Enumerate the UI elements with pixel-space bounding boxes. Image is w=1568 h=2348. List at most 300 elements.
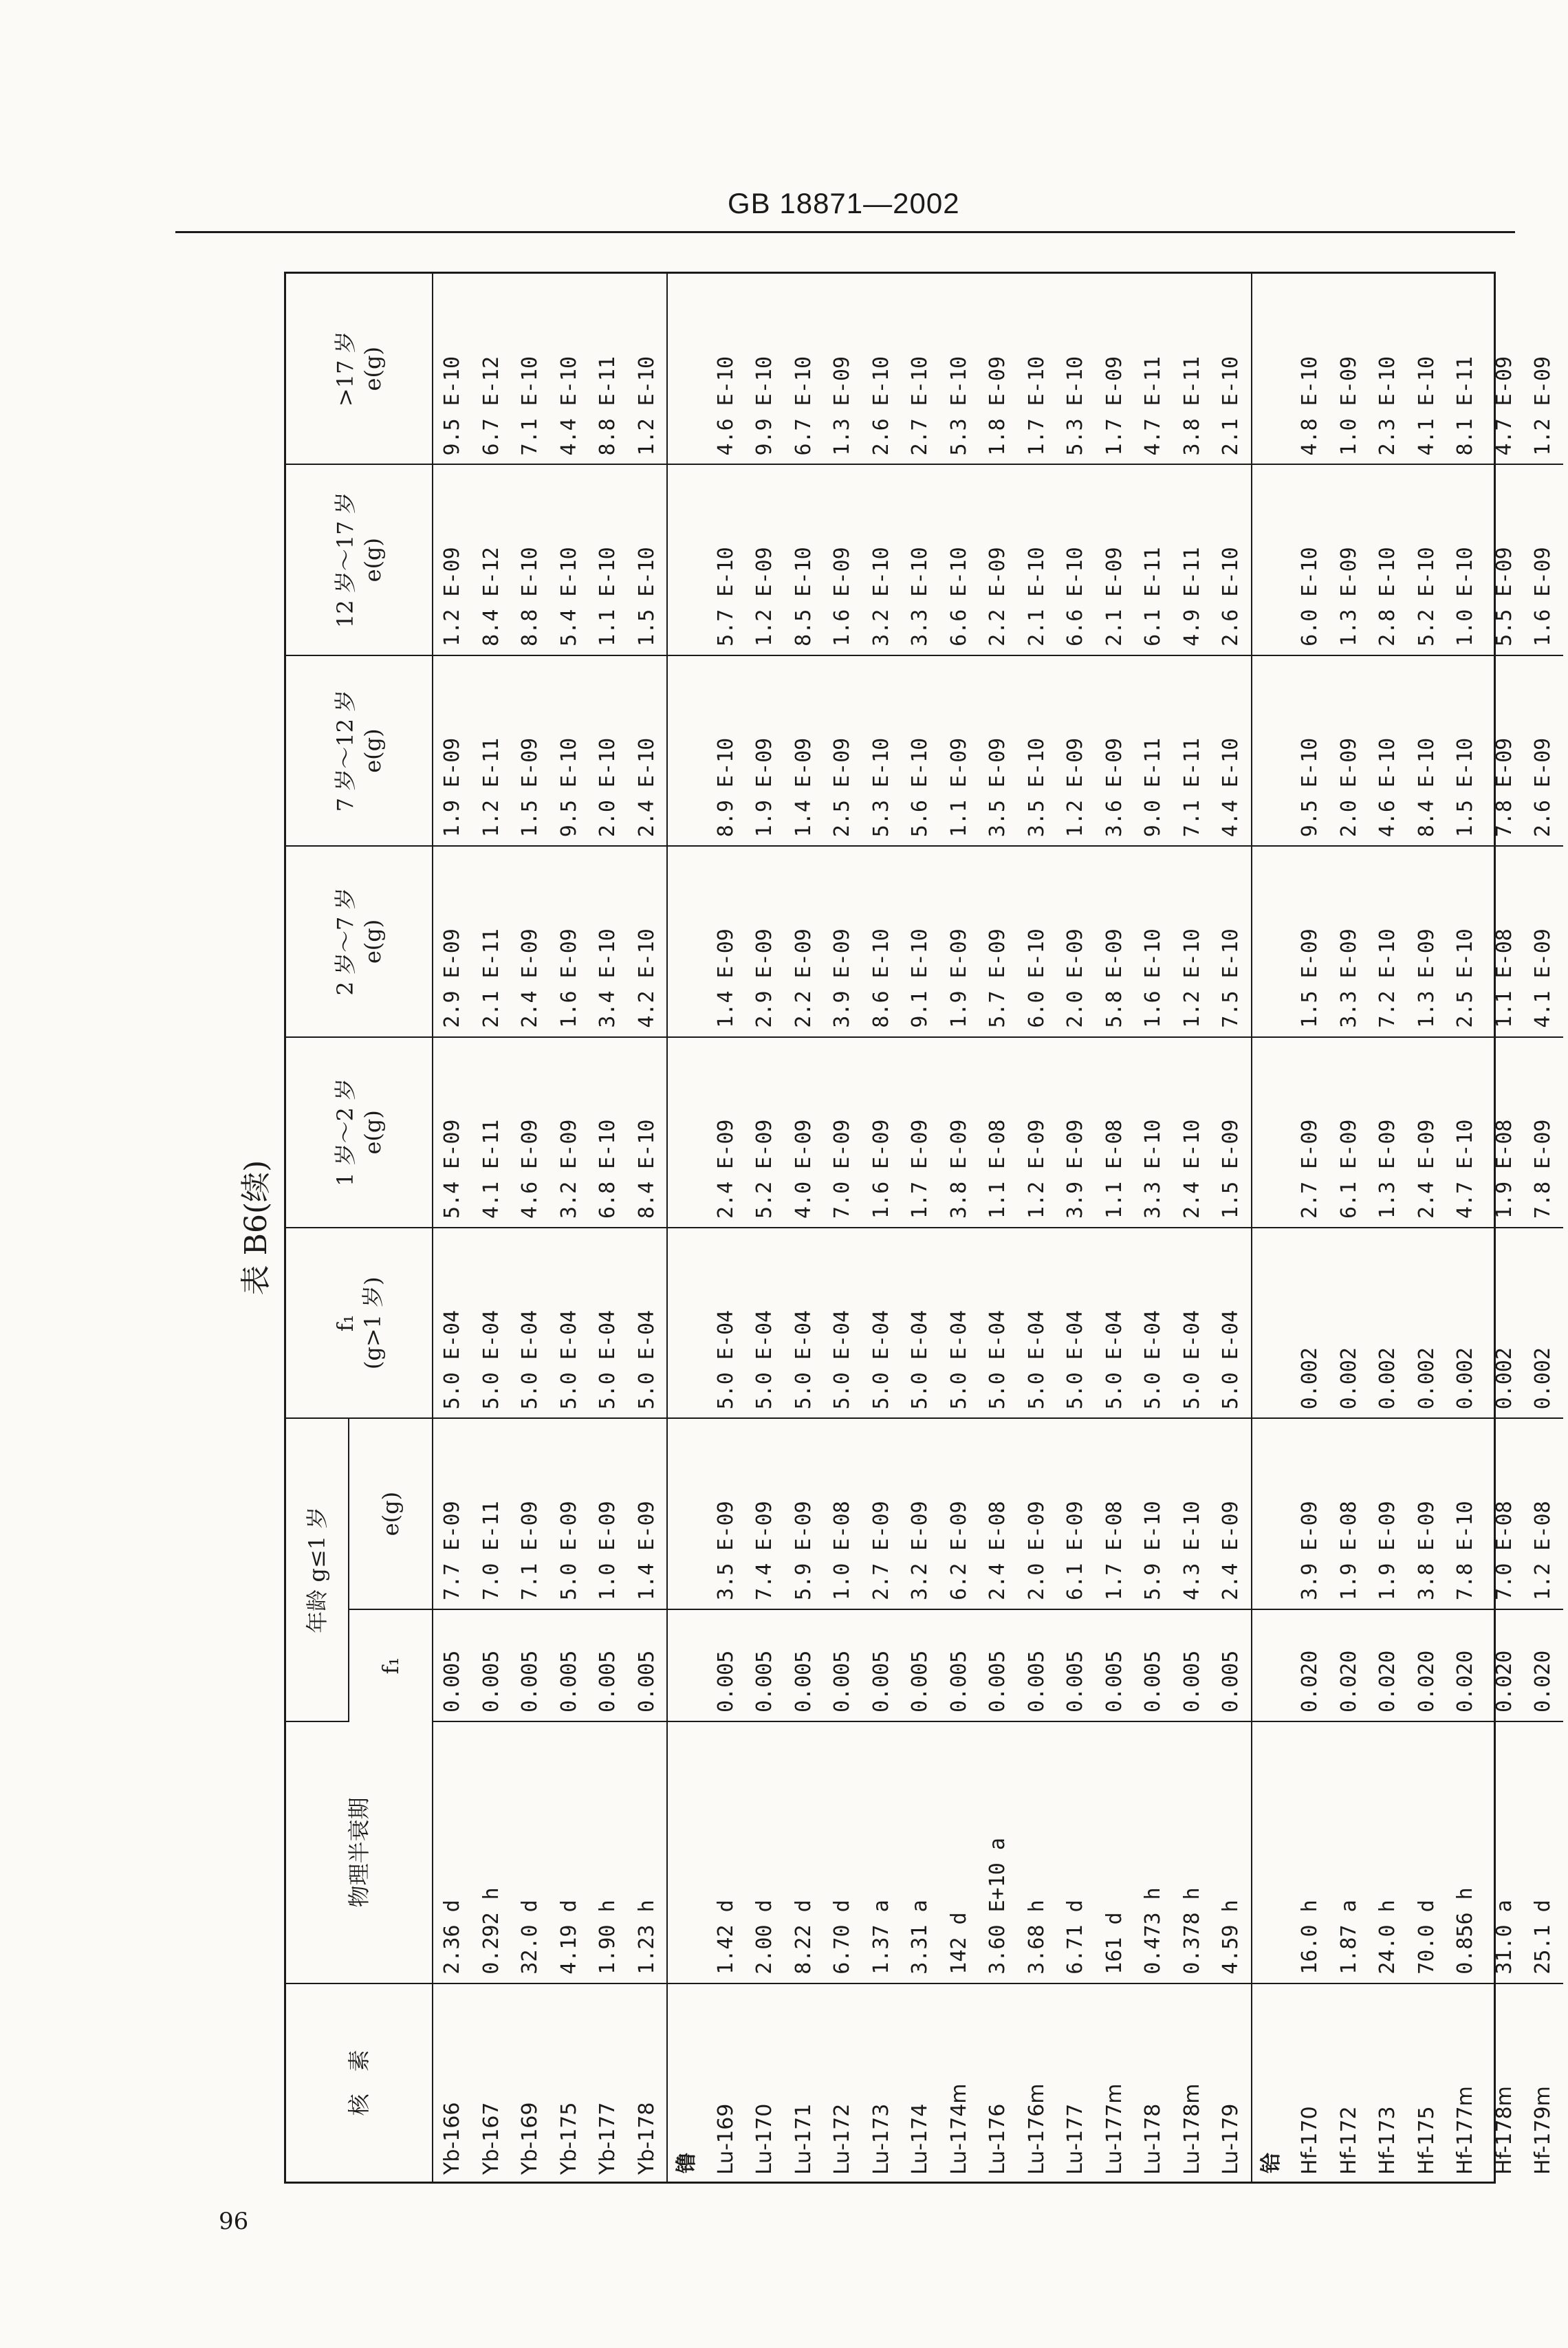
value-cell: 1.1 E-08 <box>1096 1037 1135 1228</box>
empty-cell <box>1252 1418 1292 1609</box>
value-cell: 4.1 E-10 <box>1408 274 1447 464</box>
header-age-1-2 <box>286 1037 433 1228</box>
table-row <box>1018 274 1057 2182</box>
value-cell: 2.4 E-09 <box>511 846 550 1036</box>
nuclide-cell: Lu-178m <box>1179 2083 1204 2175</box>
nuclide-cell: Lu-173 <box>869 2103 893 2175</box>
value-cell: 9.5 E-10 <box>1291 655 1330 846</box>
value-cell: 9.1 E-10 <box>901 846 940 1036</box>
value-cell: 4.9 E-11 <box>1173 464 1212 655</box>
value-cell: 5.0 E-04 <box>862 1228 902 1418</box>
value-cell: 5.0 E-04 <box>1096 1228 1135 1418</box>
value-cell: 0.005 <box>707 1609 746 1721</box>
value-cell: 7.1 E-09 <box>511 1418 550 1609</box>
value-cell: 5.0 E-04 <box>550 1228 589 1418</box>
value-cell: 5.0 E-04 <box>745 1228 785 1418</box>
value-cell: 8.8 E-11 <box>589 274 628 464</box>
value-cell: 1.1 E-09 <box>940 655 979 846</box>
value-cell: 8.5 E-10 <box>785 464 824 655</box>
value-cell: 2.0 E-09 <box>1330 655 1369 846</box>
nuclide-cell: Lu-177m <box>1102 2083 1126 2175</box>
value-cell: 1.9 E-09 <box>1369 1418 1408 1609</box>
value-cell: 2.0 E-09 <box>1018 1418 1057 1609</box>
half-life-cell: 70.0 d <box>1408 1721 1447 1983</box>
value-cell: 5.6 E-10 <box>901 655 940 846</box>
value-cell: 2.0 E-09 <box>1056 846 1096 1036</box>
empty-cell <box>667 1418 707 1609</box>
table-caption: 表 B6(续) <box>239 1160 274 1296</box>
value-cell: 5.0 E-04 <box>979 1228 1018 1418</box>
value-cell: 0.005 <box>979 1609 1018 1721</box>
value-cell: 5.4 E-09 <box>433 1037 472 1228</box>
table-row <box>1330 274 1369 2182</box>
nuclide-cell: Hf-172 <box>1336 2106 1361 2175</box>
value-cell: 4.6 E-09 <box>511 1037 550 1228</box>
nuclide-cell: Lu-171 <box>791 2103 816 2175</box>
value-cell: 0.002 <box>1369 1228 1408 1418</box>
value-cell: 1.9 E-09 <box>433 655 472 846</box>
value-cell: 1.4 E-09 <box>785 655 824 846</box>
value-cell: 1.5 E-10 <box>628 464 668 655</box>
nuclide-cell: Lu-179 <box>1219 2103 1243 2175</box>
value-cell: 6.0 E-10 <box>1018 846 1057 1036</box>
table-row <box>511 274 550 2182</box>
header-nuclide: 核 素 <box>286 1983 433 2182</box>
nuclide-cell: Hf-175 <box>1414 2106 1439 2175</box>
value-cell: 6.6 E-10 <box>1056 464 1096 655</box>
value-cell: 2.2 E-09 <box>785 846 824 1036</box>
value-cell: 2.1 E-10 <box>1212 274 1252 464</box>
half-life-cell: 6.70 d <box>823 1721 862 1983</box>
value-cell: 0.005 <box>1173 1609 1212 1721</box>
value-cell: 0.005 <box>589 1609 628 1721</box>
table-row <box>1173 274 1212 2182</box>
page-number: 96 <box>219 2208 249 2235</box>
value-cell: 2.5 E-09 <box>823 655 862 846</box>
value-cell: 0.020 <box>1330 1609 1369 1721</box>
value-cell: 5.3 E-10 <box>940 274 979 464</box>
header-age-2-7-label: 2 岁～7 岁 <box>332 887 358 996</box>
nuclide-cell: Hf-179m <box>1531 2086 1555 2175</box>
nuclide-cell: Lu-174 <box>908 2103 932 2175</box>
half-life-cell: 0.856 h <box>1446 1721 1485 1983</box>
value-cell: 9.9 E-10 <box>745 274 785 464</box>
value-cell: 2.6 E-10 <box>1212 464 1252 655</box>
value-cell: 1.8 E-09 <box>979 274 1018 464</box>
table-row <box>745 274 785 2182</box>
value-cell: 0.005 <box>511 1609 550 1721</box>
nuclide-cell: Lu-174m <box>946 2083 971 2175</box>
value-cell: 1.3 E-09 <box>1408 846 1447 1036</box>
value-cell: 7.0 E-11 <box>472 1418 512 1609</box>
table-row <box>1369 274 1408 2182</box>
value-cell: 0.005 <box>1056 1609 1096 1721</box>
value-cell: 5.0 E-09 <box>550 1418 589 1609</box>
empty-cell <box>667 464 707 655</box>
nuclide-cell: Lu-176 <box>986 2103 1010 2175</box>
empty-cell <box>667 1609 707 1721</box>
header-age-2-7-sub: e(g) <box>360 919 386 964</box>
value-cell: 3.3 E-10 <box>1134 1037 1173 1228</box>
table-row <box>433 274 472 2182</box>
half-life-cell: 32.0 d <box>511 1721 550 1983</box>
nuclide-cell: Yb-175 <box>556 2102 581 2175</box>
value-cell: 3.3 E-09 <box>1330 846 1369 1036</box>
value-cell: 1.2 E-10 <box>1173 846 1212 1036</box>
value-cell: 3.9 E-09 <box>1056 1037 1096 1228</box>
nuclide-cell: Yb-167 <box>479 2102 503 2175</box>
nuclide-cell: Lu-178 <box>1141 2103 1165 2175</box>
value-cell: 9.5 E-10 <box>433 274 472 464</box>
element-group-label: 镥 <box>667 1983 707 2182</box>
nuclide-cell: Lu-172 <box>830 2103 854 2175</box>
value-cell: 2.4 E-09 <box>707 1037 746 1228</box>
half-life-cell: 31.0 a <box>1485 1721 1525 1983</box>
table-row <box>550 274 589 2182</box>
value-cell: 1.2 E-08 <box>1524 1418 1563 1609</box>
value-cell: 1.0 E-08 <box>823 1418 862 1609</box>
value-cell: 0.002 <box>1291 1228 1330 1418</box>
value-cell: 0.005 <box>472 1609 512 1721</box>
value-cell: 0.005 <box>745 1609 785 1721</box>
value-cell: 4.8 E-10 <box>1291 274 1330 464</box>
value-cell: 1.0 E-09 <box>1330 274 1369 464</box>
half-life-cell: 2.36 d <box>433 1721 472 1983</box>
value-cell: 5.0 E-04 <box>940 1228 979 1418</box>
value-cell: 4.6 E-10 <box>1369 655 1408 846</box>
nuclide-cell: Lu-170 <box>752 2103 776 2175</box>
value-cell: 0.005 <box>785 1609 824 1721</box>
header-age-7-12 <box>286 655 433 846</box>
header-age-adult <box>286 274 433 464</box>
value-cell: 1.9 E-09 <box>745 655 785 846</box>
value-cell: 7.8 E-09 <box>1485 655 1525 846</box>
value-cell: 7.7 E-09 <box>433 1418 472 1609</box>
value-cell: 1.2 E-09 <box>1524 274 1563 464</box>
header-f1-older-label: f₁ <box>332 1314 358 1332</box>
value-cell: 1.6 E-09 <box>550 846 589 1036</box>
half-life-cell: 1.90 h <box>589 1721 628 1983</box>
value-cell: 1.5 E-09 <box>511 655 550 846</box>
value-cell: 6.6 E-10 <box>940 464 979 655</box>
value-cell: 2.9 E-09 <box>745 846 785 1036</box>
value-cell: 3.3 E-10 <box>901 464 940 655</box>
value-cell: 0.020 <box>1369 1609 1408 1721</box>
table-row <box>979 274 1018 2182</box>
value-cell: 8.9 E-10 <box>707 655 746 846</box>
table-row <box>628 274 668 2182</box>
value-cell: 5.2 E-09 <box>745 1037 785 1228</box>
value-cell: 1.2 E-09 <box>745 464 785 655</box>
value-cell: 1.4 E-09 <box>707 846 746 1036</box>
value-cell: 5.5 E-09 <box>1485 464 1525 655</box>
table-row <box>785 274 824 2182</box>
value-cell: 5.4 E-10 <box>550 464 589 655</box>
table-row <box>1134 274 1173 2182</box>
header-age-1-2-label: 1 岁～2 岁 <box>332 1078 358 1186</box>
value-cell: 1.2 E-09 <box>433 464 472 655</box>
value-cell: 1.9 E-08 <box>1485 1037 1525 1228</box>
value-cell: 0.002 <box>1524 1228 1563 1418</box>
value-cell: 5.0 E-04 <box>511 1228 550 1418</box>
value-cell: 8.8 E-10 <box>511 464 550 655</box>
half-life-cell: 8.22 d <box>785 1721 824 1983</box>
value-cell: 7.0 E-08 <box>1485 1418 1525 1609</box>
value-cell: 1.3 E-09 <box>1330 464 1369 655</box>
table-frame <box>284 272 1555 2184</box>
header-age-7-12-label: 7 岁～12 岁 <box>332 689 358 812</box>
value-cell: 2.5 E-10 <box>1446 846 1485 1036</box>
empty-cell <box>667 655 707 846</box>
value-cell: 0.005 <box>901 1609 940 1721</box>
value-cell: 8.6 E-10 <box>862 846 902 1036</box>
value-cell: 3.2 E-09 <box>550 1037 589 1228</box>
value-cell: 1.2 E-09 <box>1056 655 1096 846</box>
header-age-adult-sub: e(g) <box>360 347 386 391</box>
value-cell: 1.6 E-09 <box>1524 464 1563 655</box>
element-group-row <box>1252 274 1292 2182</box>
value-cell: 5.0 E-04 <box>785 1228 824 1418</box>
value-cell: 8.4 E-10 <box>628 1037 668 1228</box>
value-cell: 2.4 E-09 <box>1212 1418 1252 1609</box>
value-cell: 2.0 E-10 <box>589 655 628 846</box>
value-cell: 4.6 E-10 <box>707 274 746 464</box>
value-cell: 7.1 E-11 <box>1173 655 1212 846</box>
value-cell: 2.1 E-11 <box>472 846 512 1036</box>
value-cell: 4.4 E-10 <box>550 274 589 464</box>
empty-cell <box>667 1228 707 1418</box>
value-cell: 6.2 E-09 <box>940 1418 979 1609</box>
value-cell: 5.0 E-04 <box>707 1228 746 1418</box>
value-cell: 0.002 <box>1408 1228 1447 1418</box>
value-cell: 1.7 E-09 <box>901 1037 940 1228</box>
value-cell: 2.6 E-09 <box>1524 655 1563 846</box>
value-cell: 0.005 <box>1212 1609 1252 1721</box>
value-cell: 1.4 E-09 <box>628 1418 668 1609</box>
value-cell: 5.0 E-04 <box>1212 1228 1252 1418</box>
header-age-12-17 <box>286 464 433 655</box>
value-cell: 2.1 E-10 <box>1018 464 1057 655</box>
empty-cell <box>1252 1721 1292 1983</box>
value-cell: 0.020 <box>1485 1609 1525 1721</box>
value-cell: 5.3 E-10 <box>1056 274 1096 464</box>
value-cell: 8.1 E-11 <box>1446 274 1485 464</box>
half-life-cell: 24.0 h <box>1369 1721 1408 1983</box>
value-cell: 6.8 E-10 <box>589 1037 628 1228</box>
value-cell: 6.0 E-10 <box>1291 464 1330 655</box>
value-cell: 5.0 E-04 <box>1018 1228 1057 1418</box>
value-cell: 7.5 E-10 <box>1212 846 1252 1036</box>
value-cell: 0.005 <box>862 1609 902 1721</box>
value-cell: 3.8 E-11 <box>1173 274 1212 464</box>
value-cell: 5.0 E-04 <box>628 1228 668 1418</box>
rotated-table-region <box>229 272 1555 2184</box>
header-age-1-2-sub: e(g) <box>360 1110 386 1155</box>
header-f1-older <box>286 1228 433 1418</box>
value-cell: 7.8 E-09 <box>1524 1037 1563 1228</box>
table-row <box>1446 274 1485 2182</box>
value-cell: 5.0 E-04 <box>1134 1228 1173 1418</box>
half-life-cell: 142 d <box>940 1721 979 1983</box>
empty-cell <box>667 1721 707 1983</box>
value-cell: 5.0 E-04 <box>1056 1228 1096 1418</box>
value-cell: 8.4 E-10 <box>1408 655 1447 846</box>
half-life-cell: 1.23 h <box>628 1721 668 1983</box>
value-cell: 7.0 E-09 <box>823 1037 862 1228</box>
header-divider <box>175 231 1515 233</box>
half-life-cell: 3.68 h <box>1018 1721 1057 1983</box>
value-cell: 1.1 E-08 <box>1485 846 1525 1036</box>
nuclide-cell: Hf-177m <box>1453 2086 1477 2175</box>
header-age-adult-label: >17 岁 <box>332 331 358 407</box>
empty-cell <box>1252 274 1292 464</box>
value-cell: 0.005 <box>1096 1609 1135 1721</box>
half-life-cell: 2.00 d <box>745 1721 785 1983</box>
value-cell: 0.002 <box>1446 1228 1485 1418</box>
table-row <box>1524 274 1563 2182</box>
value-cell: 0.005 <box>940 1609 979 1721</box>
value-cell: 2.4 E-09 <box>1408 1037 1447 1228</box>
table-row <box>940 274 979 2182</box>
table-row <box>1212 274 1252 2182</box>
empty-cell <box>1252 846 1292 1036</box>
value-cell: 1.5 E-09 <box>1291 846 1330 1036</box>
table-row <box>707 274 746 2182</box>
value-cell: 0.020 <box>1408 1609 1447 1721</box>
value-cell: 5.0 E-04 <box>823 1228 862 1418</box>
value-cell: 0.005 <box>823 1609 862 1721</box>
value-cell: 2.4 E-10 <box>628 655 668 846</box>
nuclide-cell: Lu-177 <box>1063 2103 1087 2175</box>
value-cell: 0.020 <box>1524 1609 1563 1721</box>
value-cell: 3.6 E-09 <box>1096 655 1135 846</box>
value-cell: 3.5 E-10 <box>1018 655 1057 846</box>
value-cell: 6.7 E-10 <box>785 274 824 464</box>
value-cell: 7.4 E-09 <box>745 1418 785 1609</box>
value-cell: 4.7 E-11 <box>1134 274 1173 464</box>
value-cell: 0.005 <box>550 1609 589 1721</box>
table-row <box>1056 274 1096 2182</box>
value-cell: 5.8 E-09 <box>1096 846 1135 1036</box>
value-cell: 5.9 E-10 <box>1134 1418 1173 1609</box>
value-cell: 3.5 E-09 <box>979 655 1018 846</box>
value-cell: 5.3 E-10 <box>862 655 902 846</box>
value-cell: 3.4 E-10 <box>589 846 628 1036</box>
header-f1-infant: f₁ <box>349 1609 433 1721</box>
value-cell: 5.0 E-04 <box>433 1228 472 1418</box>
value-cell: 4.7 E-09 <box>1485 274 1525 464</box>
value-cell: 1.5 E-10 <box>1446 655 1485 846</box>
half-life-cell: 3.60 E+10 a <box>979 1721 1018 1983</box>
half-life-cell: 1.87 a <box>1330 1721 1369 1983</box>
value-cell: 1.3 E-09 <box>1369 1037 1408 1228</box>
value-cell: 5.0 E-04 <box>472 1228 512 1418</box>
header-age-2-7 <box>286 846 433 1036</box>
value-cell: 1.2 E-11 <box>472 655 512 846</box>
table-row <box>862 274 902 2182</box>
value-cell: 1.2 E-09 <box>1018 1037 1057 1228</box>
value-cell: 2.7 E-09 <box>1291 1037 1330 1228</box>
value-cell: 2.4 E-10 <box>1173 1037 1212 1228</box>
half-life-cell: 1.42 d <box>707 1721 746 1983</box>
header-age-infant: 年龄 g≤1 岁 <box>286 1418 349 1721</box>
half-life-cell: 0.473 h <box>1134 1721 1173 1983</box>
value-cell: 5.9 E-09 <box>785 1418 824 1609</box>
nuclide-cell: Yb-177 <box>596 2102 620 2175</box>
value-cell: 2.2 E-09 <box>979 464 1018 655</box>
element-group-label: 铪 <box>1252 1983 1292 2182</box>
value-cell: 3.8 E-09 <box>940 1037 979 1228</box>
value-cell: 1.1 E-08 <box>979 1037 1018 1228</box>
value-cell: 2.8 E-10 <box>1369 464 1408 655</box>
value-cell: 0.002 <box>1485 1228 1525 1418</box>
nuclide-cell: Lu-169 <box>713 2103 738 2175</box>
element-group-row <box>667 274 707 2182</box>
value-cell: 4.2 E-10 <box>628 846 668 1036</box>
table-row <box>1096 274 1135 2182</box>
empty-cell <box>1252 464 1292 655</box>
value-cell: 0.005 <box>433 1609 472 1721</box>
half-life-cell: 6.71 d <box>1056 1721 1096 1983</box>
header-e-infant: e(g) <box>349 1418 433 1609</box>
value-cell: 2.7 E-09 <box>862 1418 902 1609</box>
dose-coefficient-table <box>286 274 1563 2182</box>
value-cell: 0.002 <box>1330 1228 1369 1418</box>
header-age-12-17-label: 12 岁～17 岁 <box>332 492 358 629</box>
half-life-cell: 0.378 h <box>1173 1721 1212 1983</box>
empty-cell <box>1252 1609 1292 1721</box>
header-f1-older-sub: (g>1 岁) <box>360 1276 386 1370</box>
value-cell: 3.2 E-10 <box>862 464 902 655</box>
value-cell: 2.3 E-10 <box>1369 274 1408 464</box>
half-life-cell: 1.37 a <box>862 1721 902 1983</box>
half-life-cell: 3.31 a <box>901 1721 940 1983</box>
value-cell: 1.1 E-10 <box>589 464 628 655</box>
value-cell: 7.2 E-10 <box>1369 846 1408 1036</box>
empty-cell <box>1252 655 1292 846</box>
value-cell: 1.0 E-09 <box>589 1418 628 1609</box>
value-cell: 1.6 E-10 <box>1134 846 1173 1036</box>
nuclide-cell: Hf-170 <box>1298 2106 1322 2175</box>
table-body <box>433 274 1563 2182</box>
value-cell: 3.9 E-09 <box>823 846 862 1036</box>
empty-cell <box>667 1037 707 1228</box>
value-cell: 6.1 E-09 <box>1330 1037 1369 1228</box>
half-life-cell: 161 d <box>1096 1721 1135 1983</box>
value-cell: 1.3 E-09 <box>823 274 862 464</box>
header-half-life: 物理半衰期 <box>286 1721 433 1983</box>
nuclide-cell: Yb-178 <box>634 2102 659 2175</box>
value-cell: 4.4 E-10 <box>1212 655 1252 846</box>
value-cell: 4.0 E-09 <box>785 1037 824 1228</box>
nuclide-cell: Yb-169 <box>518 2102 542 2175</box>
value-cell: 4.1 E-09 <box>1524 846 1563 1036</box>
value-cell: 5.0 E-04 <box>901 1228 940 1418</box>
value-cell: 5.7 E-09 <box>979 846 1018 1036</box>
value-cell: 3.5 E-09 <box>707 1418 746 1609</box>
table-row <box>901 274 940 2182</box>
value-cell: 0.005 <box>1018 1609 1057 1721</box>
value-cell: 1.7 E-10 <box>1018 274 1057 464</box>
value-cell: 0.020 <box>1291 1609 1330 1721</box>
value-cell: 3.8 E-09 <box>1408 1418 1447 1609</box>
table-row <box>472 274 512 2182</box>
value-cell: 9.5 E-10 <box>550 655 589 846</box>
value-cell: 5.0 E-04 <box>1173 1228 1212 1418</box>
value-cell: 0.005 <box>628 1609 668 1721</box>
value-cell: 2.1 E-09 <box>1096 464 1135 655</box>
header-age-12-17-sub: e(g) <box>360 537 386 583</box>
